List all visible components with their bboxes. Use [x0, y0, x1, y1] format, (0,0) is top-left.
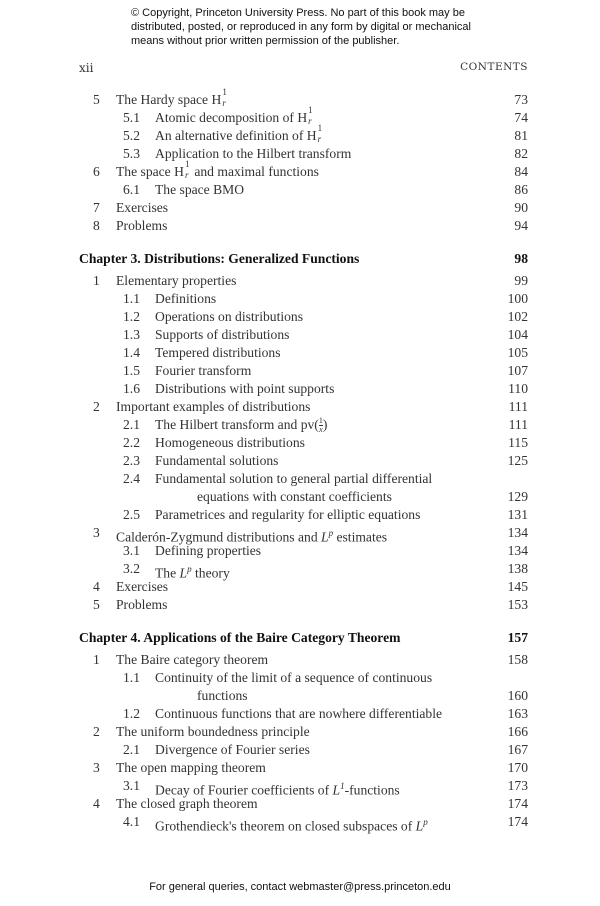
entry-title[interactable] — [155, 326, 289, 344]
chapter-entry[interactable] — [79, 250, 528, 268]
entry-page: 86 — [514, 182, 528, 197]
toc-entry[interactable] — [79, 199, 528, 217]
fraction: $\frac{1}{x}$ — [318, 416, 323, 435]
entry-number: 1.5 — [123, 363, 140, 378]
toc-entry[interactable] — [79, 723, 528, 741]
entry-number: 1.6 — [123, 381, 140, 396]
toc-entry[interactable] — [79, 272, 528, 290]
toc-entry[interactable] — [79, 326, 528, 344]
entry-page: 99 — [514, 273, 528, 288]
toc-entry[interactable] — [79, 145, 528, 163]
toc-entry[interactable] — [79, 87, 528, 109]
title-segment: Continuity of the limit of a sequence of continuous — [155, 670, 433, 685]
entry-page: 170 — [507, 760, 528, 775]
title-segment: H — [306, 128, 317, 143]
entry-number: 2.2 — [123, 435, 140, 450]
entry-page: 73 — [514, 92, 528, 107]
entry-number: 5.1 — [123, 110, 140, 125]
entry-number: 2 — [93, 724, 100, 739]
entry-page: 145 — [507, 579, 528, 594]
entry-number: 2.1 — [123, 417, 140, 432]
entry-page: 84 — [514, 164, 528, 179]
entry-title[interactable] — [116, 272, 236, 290]
entry-number: 6.1 — [123, 182, 140, 197]
entry-number: 4 — [93, 796, 100, 811]
entry-number: 1.1 — [123, 670, 140, 685]
entry-number: 1.2 — [123, 706, 140, 721]
entry-title[interactable] — [155, 308, 303, 326]
title-segment: The closed graph theorem — [116, 796, 258, 811]
title-segment: The Hilbert transform and pv( — [155, 417, 319, 432]
entry-page: 74 — [514, 110, 528, 125]
entry-number: 1.4 — [123, 345, 140, 360]
math-scripts: 1 r — [308, 105, 313, 126]
entry-title[interactable] — [155, 181, 244, 199]
toc-entry[interactable] — [79, 398, 528, 416]
entry-page: 115 — [508, 435, 528, 450]
toc-entry[interactable] — [79, 181, 528, 199]
entry-page: 81 — [514, 128, 528, 143]
toc-entry[interactable] — [79, 777, 528, 798]
title-segment: Fourier transform — [155, 363, 252, 378]
title-segment: Fundamental solution to general partial differential — [155, 471, 433, 486]
toc-entry[interactable] — [79, 434, 528, 452]
toc-entry[interactable] — [79, 506, 528, 524]
title-segment: Problems — [116, 218, 168, 233]
entry-number: 5.3 — [123, 146, 140, 161]
entry-title[interactable] — [155, 741, 310, 759]
page-number: xii — [79, 61, 94, 75]
toc-entry[interactable] — [79, 813, 528, 834]
toc-entry[interactable] — [79, 578, 528, 596]
toc-entry[interactable] — [79, 524, 528, 545]
toc-entry[interactable] — [79, 159, 528, 181]
toc-entry[interactable] — [79, 759, 528, 777]
entry-title[interactable] — [155, 290, 216, 308]
entry-page: 153 — [507, 597, 528, 612]
toc-entry[interactable] — [79, 308, 528, 326]
title-segment: Grothendieck's theorem on closed subspaces of — [155, 818, 416, 834]
entry-title[interactable] — [155, 542, 261, 560]
title-segment: -functions — [344, 782, 400, 798]
title-segment: Decay of Fourier coefficients of — [155, 782, 333, 798]
title-segment: Tempered distributions — [155, 345, 281, 360]
entry-number: 6 — [93, 164, 100, 179]
entry-page: 105 — [507, 345, 528, 360]
entry-number: 2.4 — [123, 471, 140, 486]
entry-title[interactable] — [155, 362, 251, 380]
entry-title-continuation[interactable]: equations with constant coefficients — [197, 489, 392, 504]
title-segment: and maximal functions — [190, 164, 319, 179]
title-segment: L — [415, 818, 424, 834]
entry-page: 90 — [514, 200, 528, 215]
entry-page: 174 — [507, 814, 528, 829]
entry-title[interactable] — [116, 398, 310, 416]
title-segment: An alternative definition of — [155, 128, 307, 143]
title-segment: L — [332, 782, 341, 798]
copyright-notice: © Copyright, Princeton University Press. No part of this book may be distributed, posted, or reproduced in any form by digital or mechanical means without prior written permission of the publisher. — [131, 7, 471, 47]
entry-title[interactable] — [155, 470, 432, 488]
title-segment: L — [179, 565, 188, 581]
title-segment: The uniform boundedness principle — [116, 724, 310, 739]
entry-title[interactable] — [155, 416, 327, 434]
title-segment: Parametrices and regularity for elliptic equations — [155, 507, 421, 522]
title-segment: Homogeneous distributions — [155, 435, 305, 450]
toc-entry[interactable] — [79, 362, 528, 380]
entry-number: 1.1 — [123, 291, 140, 306]
title-segment: The space BMO — [155, 182, 245, 197]
title-segment: Exercises — [116, 200, 169, 215]
title-segment: Exercises — [116, 579, 169, 594]
title-segment: The — [155, 565, 180, 581]
entry-title[interactable] — [116, 596, 167, 614]
math-superscript: p — [187, 564, 192, 574]
title-segment: Operations on distributions — [155, 309, 304, 324]
entry-page: 107 — [507, 363, 528, 378]
title-segment: H — [297, 110, 308, 125]
entry-page: 111 — [508, 399, 528, 414]
entry-page: 158 — [507, 652, 528, 667]
toc-entry[interactable] — [79, 105, 528, 127]
entry-number: 4 — [93, 579, 100, 594]
entry-page: 102 — [507, 309, 528, 324]
entry-page: 94 — [514, 218, 528, 233]
title-segment: Atomic decomposition of — [155, 110, 298, 125]
title-segment: theory — [191, 565, 230, 581]
entry-page: 173 — [507, 778, 528, 793]
entry-title[interactable] — [116, 87, 228, 109]
title-segment: ) — [322, 417, 328, 432]
math-superscript: p — [423, 817, 428, 827]
toc-entry[interactable] — [79, 741, 528, 759]
entry-page: 98 — [514, 251, 528, 266]
entry-number: 3.1 — [123, 778, 140, 793]
math-scripts: 1 r — [222, 87, 227, 108]
entry-title[interactable] — [116, 723, 310, 741]
entry-title[interactable] — [116, 578, 168, 596]
title-segment: Calderón-Zygmund distributions and — [116, 529, 322, 545]
running-title: CONTENTS — [460, 61, 528, 73]
title-segment: The space — [116, 164, 175, 179]
entry-page: 138 — [507, 561, 528, 576]
entry-title[interactable] — [116, 759, 266, 777]
entry-page: 131 — [507, 507, 528, 522]
entry-page: 100 — [507, 291, 528, 306]
title-segment: Application to the Hilbert transform — [155, 146, 352, 161]
title-segment: Chapter 3. Distributions: Generalized Functions — [79, 251, 360, 266]
title-segment: Definitions — [155, 291, 217, 306]
toc-entry[interactable] — [79, 290, 528, 308]
entry-page: 157 — [507, 630, 528, 645]
entry-title[interactable] — [155, 105, 314, 127]
entry-page: 134 — [507, 525, 528, 540]
entry-number: 2.5 — [123, 507, 140, 522]
running-head — [79, 61, 528, 75]
entry-page: 174 — [507, 796, 528, 811]
title-segment: H — [211, 92, 222, 107]
title-segment: estimates — [333, 529, 388, 545]
entry-page: 163 — [507, 706, 528, 721]
entry-number: 5 — [93, 92, 100, 107]
entry-number: 2 — [93, 399, 100, 414]
toc-entry[interactable] — [79, 380, 528, 398]
entry-title[interactable] — [116, 651, 268, 669]
toc-entry[interactable] — [79, 651, 528, 669]
entry-title[interactable] — [155, 380, 334, 398]
title-segment: Fundamental solutions — [155, 453, 279, 468]
entry-title[interactable] — [155, 705, 442, 723]
entry-number: 4.1 — [123, 814, 140, 829]
entry-number: 3.2 — [123, 561, 140, 576]
math-superscript: p — [328, 528, 334, 538]
title-segment: Supports of distributions — [155, 327, 290, 342]
title-segment: Problems — [116, 597, 168, 612]
toc-entry[interactable] — [79, 705, 528, 723]
entry-page: 134 — [507, 543, 528, 558]
entry-title[interactable] — [79, 250, 359, 268]
entry-number: 2.1 — [123, 742, 140, 757]
math-scripts: 1 r — [317, 123, 323, 144]
title-segment: Elementary properties — [116, 273, 237, 288]
entry-number: 3 — [93, 525, 100, 540]
entry-title[interactable] — [116, 199, 168, 217]
entry-title[interactable] — [155, 434, 305, 452]
entry-title[interactable] — [116, 795, 258, 813]
entry-title[interactable] — [155, 506, 420, 524]
entry-page: 111 — [508, 417, 528, 432]
toc-entry[interactable] — [79, 217, 528, 235]
entry-page: 167 — [507, 742, 528, 757]
math-superscript: 1 — [340, 781, 345, 791]
toc-entry[interactable] — [79, 560, 528, 581]
toc-entry[interactable] — [79, 596, 528, 614]
entry-page: 104 — [507, 327, 528, 342]
entry-number: 2.3 — [123, 453, 140, 468]
entry-title[interactable] — [116, 159, 319, 181]
toc-entry[interactable] — [79, 795, 528, 813]
entry-title[interactable] — [155, 669, 432, 687]
title-segment: Continuous functions that are nowhere differentiable — [155, 706, 443, 721]
entry-page: 110 — [508, 381, 528, 396]
title-segment: The Baire category theorem — [116, 652, 269, 667]
title-segment: Important examples of distributions — [116, 399, 311, 414]
table-of-contents — [79, 87, 528, 834]
chapter-entry[interactable] — [79, 629, 528, 647]
entry-number: 8 — [93, 218, 100, 233]
toc-entry[interactable] — [79, 123, 528, 145]
title-segment: Distributions with point supports — [155, 381, 335, 396]
entry-number: 7 — [93, 200, 100, 215]
entry-title-continuation[interactable]: functions — [197, 688, 248, 703]
entry-page: 125 — [507, 453, 528, 468]
entry-page: 82 — [514, 146, 528, 161]
entry-page: 160 — [507, 688, 528, 703]
title-segment: The open mapping theorem — [116, 760, 266, 775]
toc-entry[interactable] — [79, 344, 528, 362]
entry-title[interactable] — [155, 123, 324, 145]
entry-number: 1 — [93, 273, 100, 288]
title-segment: Chapter 4. Applications of the Baire Category Theorem — [79, 630, 401, 645]
entry-title[interactable] — [79, 629, 400, 647]
entry-page: 129 — [507, 489, 528, 504]
toc-entry[interactable] — [79, 452, 528, 470]
title-segment: L — [321, 529, 329, 545]
entry-title[interactable] — [155, 344, 281, 362]
title-segment: H — [174, 164, 184, 179]
toc-entry[interactable] — [79, 416, 528, 434]
entry-title[interactable] — [116, 217, 167, 235]
math-scripts: 1 r — [184, 159, 190, 180]
toc-entry[interactable] — [79, 542, 528, 560]
title-segment: The Hardy space — [116, 92, 212, 107]
title-segment: Defining properties — [155, 543, 262, 558]
entry-number: 3 — [93, 760, 100, 775]
entry-number: 5.2 — [123, 128, 140, 143]
entry-number: 3.1 — [123, 543, 140, 558]
entry-title[interactable] — [155, 452, 278, 470]
entry-page: 166 — [507, 724, 528, 739]
entry-number: 1 — [93, 652, 100, 667]
entry-title[interactable] — [155, 813, 428, 836]
entry-number: 1.2 — [123, 309, 140, 324]
footer-contact: For general queries, contact webmaster@press.princeton.edu — [149, 881, 451, 893]
entry-number: 1.3 — [123, 327, 140, 342]
title-segment: Divergence of Fourier series — [155, 742, 310, 757]
entry-number: 5 — [93, 597, 100, 612]
toc-entry[interactable] — [79, 470, 528, 506]
toc-entry[interactable] — [79, 669, 528, 705]
